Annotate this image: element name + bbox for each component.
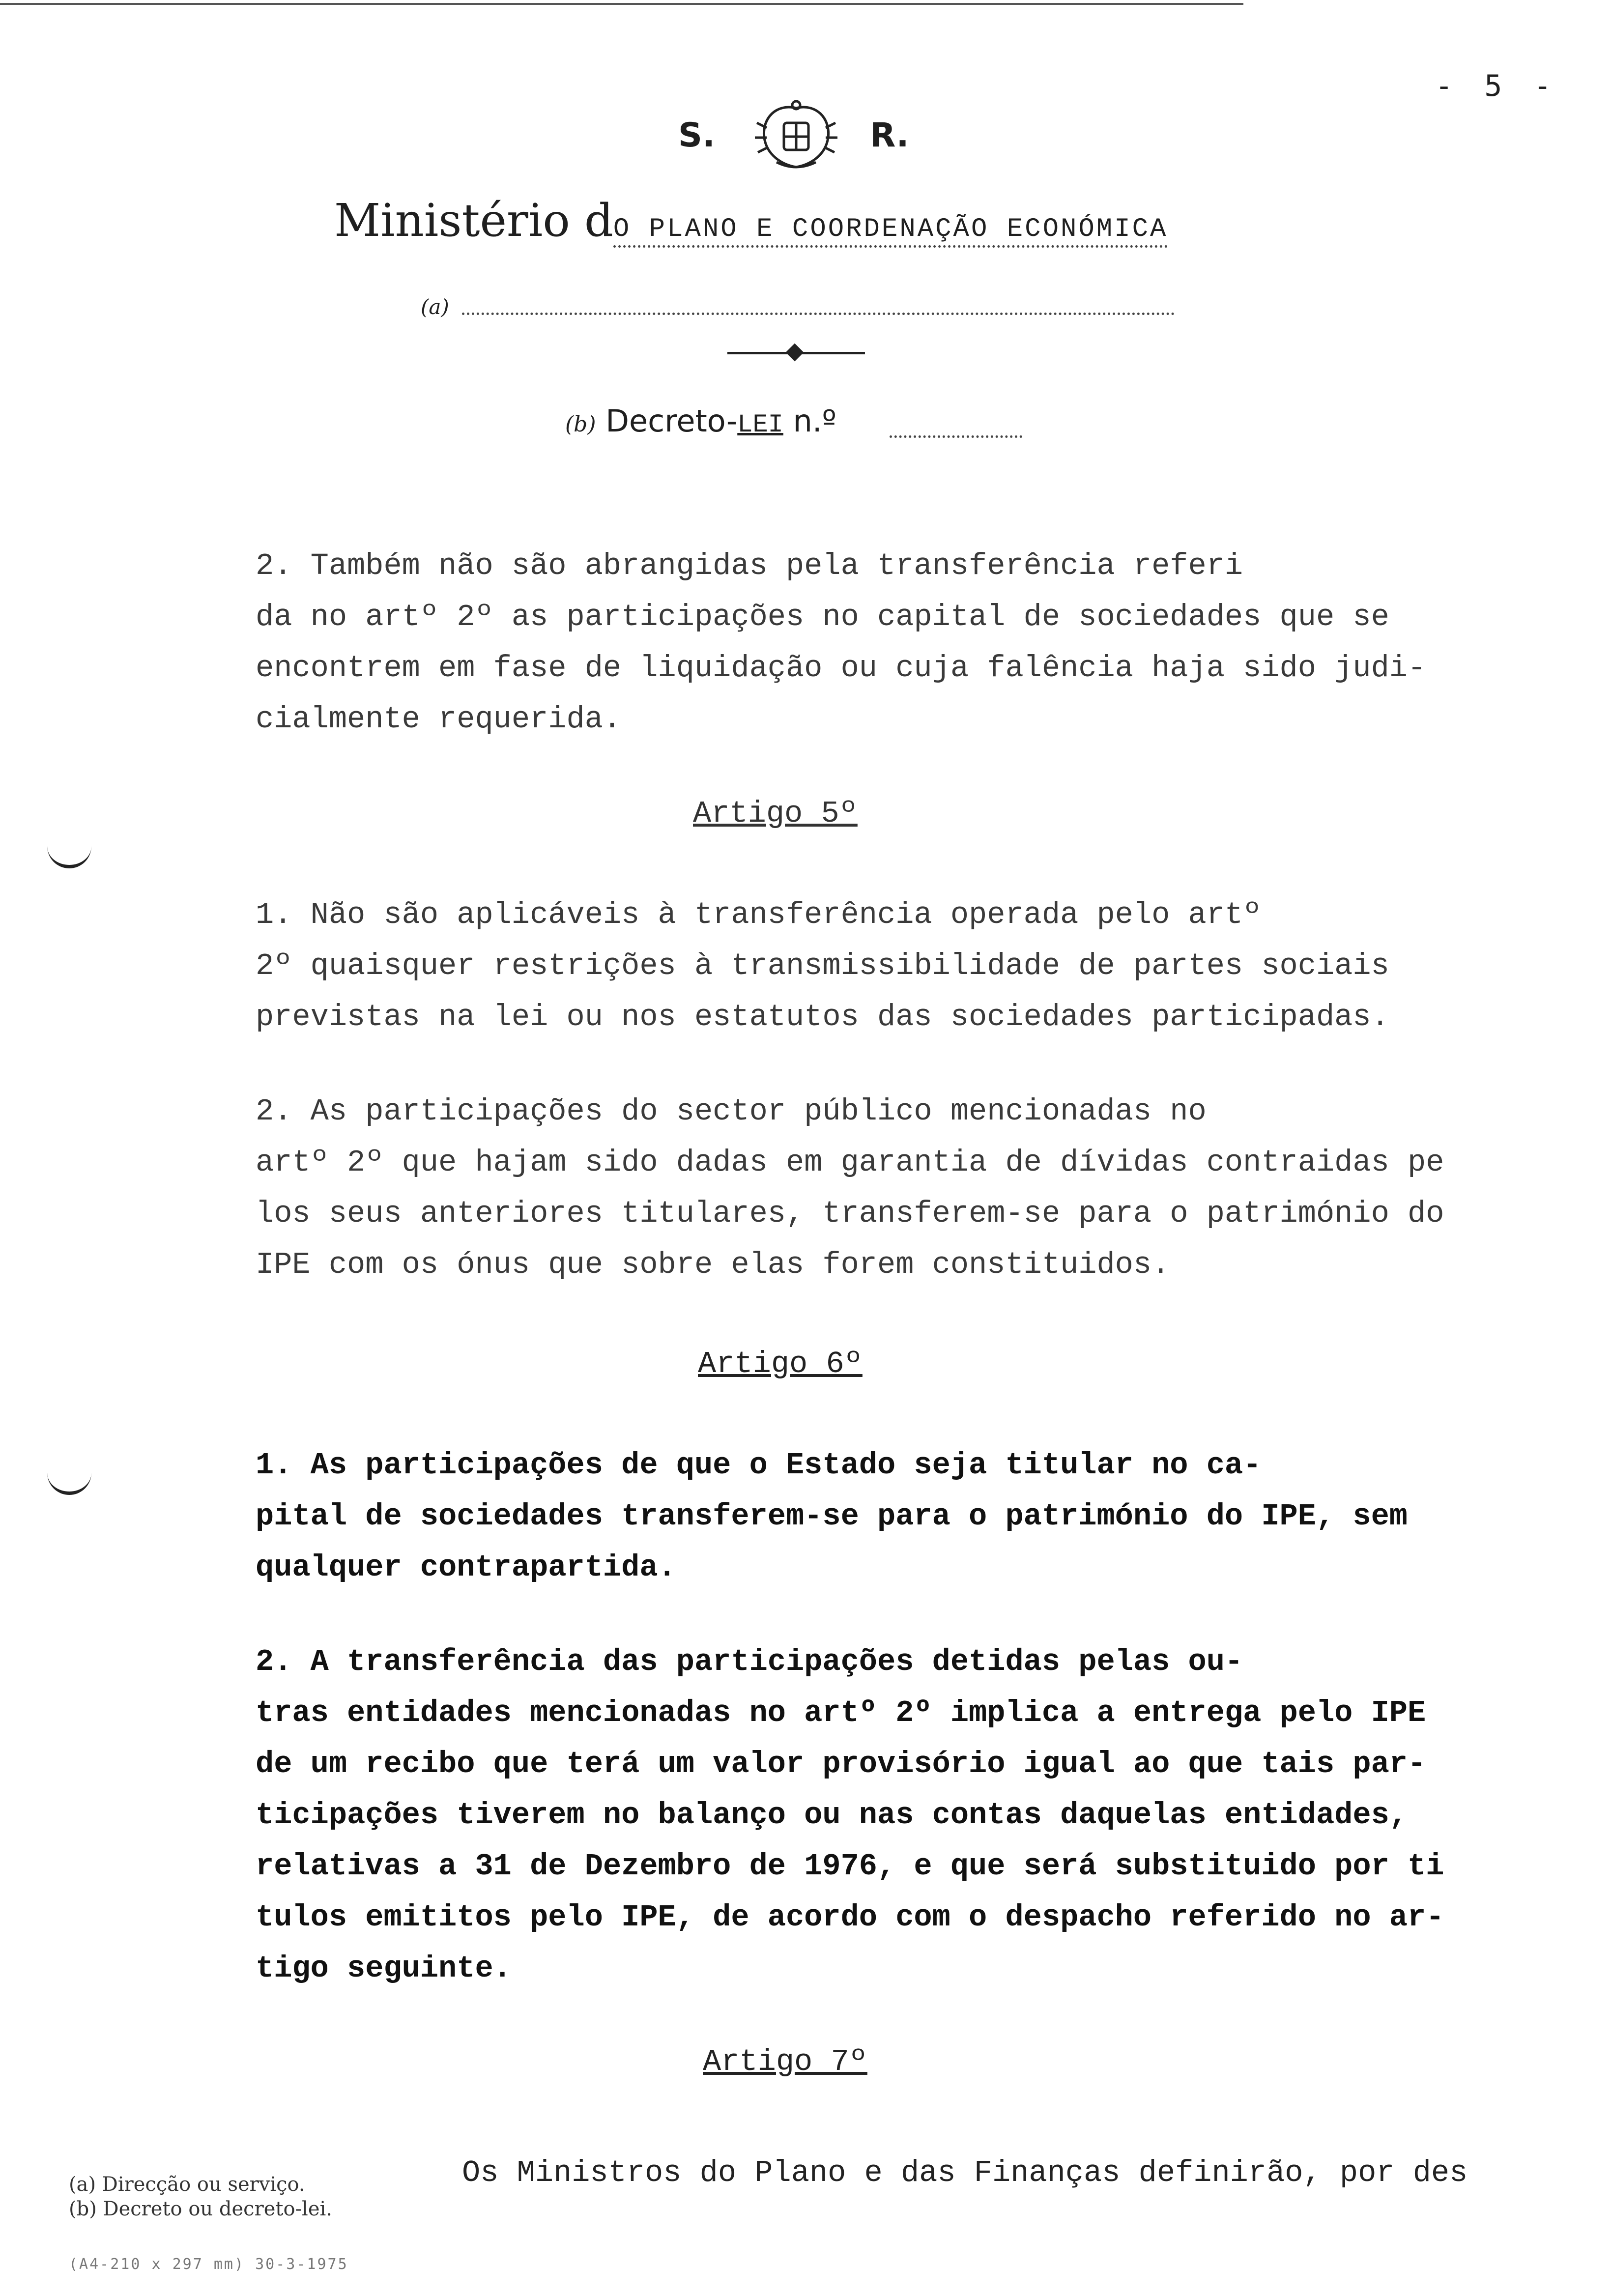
top-border-line xyxy=(0,3,1243,5)
ministry-prefix: Ministério d xyxy=(334,194,613,247)
field-a-marker: (a) xyxy=(421,295,449,319)
decreto-line xyxy=(565,403,836,439)
decreto-marker: (b) xyxy=(565,412,596,437)
crest-left-letter: S. xyxy=(678,116,715,155)
margin-check-mark xyxy=(47,845,91,868)
coat-of-arms-icon xyxy=(747,98,845,172)
decreto-label: Decreto- xyxy=(605,403,738,439)
footnote-b: (b) Decreto ou decreto-lei. xyxy=(69,2198,333,2220)
decreto-fill: LEI xyxy=(737,410,783,439)
art5-heading: Artigo 5º xyxy=(693,796,858,831)
divider-diamond-icon xyxy=(786,344,804,362)
art6-heading: Artigo 6º xyxy=(698,1347,863,1381)
art7-paragraph-1: Os Ministros do Plano e das Finanças definirão, por des xyxy=(462,2155,1468,2190)
art7-heading: Artigo 7º xyxy=(703,2044,867,2079)
crest-right-letter: R. xyxy=(870,116,909,155)
footnote-a: (a) Direcção ou serviço. xyxy=(69,2173,305,2196)
art6-paragraph-1: 1. As participações de que o Estado seja titular no ca- pital de sociedades transferem-se para o património do IPE, sem qualquer contrapartida. xyxy=(256,1448,1408,1585)
decreto-dotted-line xyxy=(890,435,1022,438)
ministry-name: O PLANO E COORDENAÇÃO ECONÓMICA xyxy=(613,214,1168,248)
art5-paragraph-2: 2. As participações do sector público mencionadas no artº 2º que hajam sido dadas em garantia de dívidas contraidas pe los seus anteriores titulares, transferem-se para o património do IPE com os ónus que sobre elas forem constituidos. xyxy=(256,1094,1444,1282)
field-a-dotted-line xyxy=(462,313,1175,315)
letterhead-crest xyxy=(678,98,934,172)
margin-check-mark xyxy=(47,1472,91,1495)
art6-paragraph-2: 2. A transferência das participações detidas pelas ou- tras entidades mencionadas no artº 2º implica a entrega pelo IPE de um recibo que terá um valor provisório igual ao que tais par- ticipações tiverem no balanço ou nas contas daquelas entidades, relativas a 31 de Dezembro de 1976, e que será substituido por ti tulos emititos pelo IPE, de acordo com o despacho referido no ar- tigo seguinte. xyxy=(256,1644,1444,1986)
form-code: (A4-210 x 297 mm) 30-3-1975 xyxy=(69,2256,348,2273)
footnotes xyxy=(69,2172,332,2221)
art5-paragraph-1: 1. Não são aplicáveis à transferência operada pelo artº 2º quaisquer restrições à transmissibilidade de partes sociais previstas na lei ou nos estatutos das sociedades participadas. xyxy=(256,897,1389,1034)
art4-paragraph-2: 2. Também não são abrangidas pela transferência referi da no artº 2º as participações no capital de sociedades que se encontrem em fase de liquidação ou cuja falência haja sido judi- cialmente requerida. xyxy=(256,548,1426,737)
page-number: - 5 - xyxy=(1435,69,1558,103)
ministry-title xyxy=(334,194,1168,247)
decreto-suffix: n.º xyxy=(783,403,836,439)
